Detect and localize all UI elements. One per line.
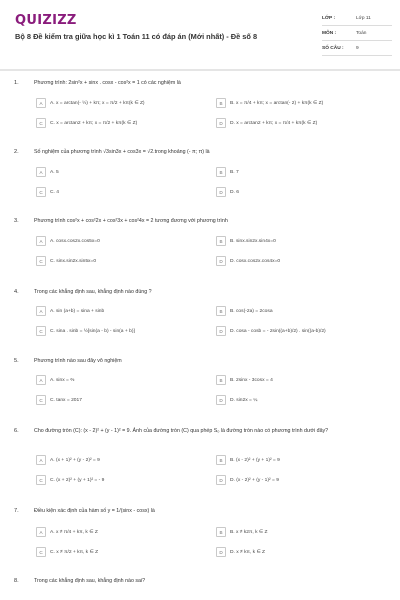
answer-option-d[interactable] [216,475,279,485]
option-letter-box[interactable]: D [216,395,226,405]
answer-option-c[interactable] [36,187,59,197]
option-text: D. sin2x = ¼ [230,397,258,403]
info-label: MÔN : [322,30,337,36]
option-text: B. cos(-2a) = 2cosa [230,308,273,314]
answer-option-d[interactable] [216,256,280,266]
question-text: Phương trình cos²x + cos²2x + cos²3x + cos²4x = 2 tương đương với phương trình [34,218,228,224]
answer-option-a[interactable] [36,167,59,177]
info-label: LỚP : [322,15,336,21]
option-text: D. (x - 2)² + (y - 1)² = 9 [230,477,279,483]
option-letter-box[interactable]: A [36,167,46,177]
option-letter-box[interactable]: A [36,306,46,316]
answer-option-a[interactable] [36,306,104,316]
question-text: Cho đường tròn (C): (x - 2)² + (y - 1)² = 9. Ảnh của đường tròn (C) qua phép Sₒ là đường tròn nào có phương trình dưới đây? [34,428,329,434]
option-letter-box[interactable]: C [36,395,46,405]
option-text: C. x ≠ π/2 + kπ, k ∈ Z [50,550,99,555]
option-text: A. (x + 1)² + (y - 2)² = 9 [50,457,100,463]
question-number: 2. [14,149,19,155]
option-letter-box[interactable]: A [36,527,46,537]
answer-option-b[interactable] [216,236,276,246]
question-text: Phương trình: 2sin²x + sinx . cosx - cos²x = 1 có các nghiệm là [34,80,181,86]
option-letter-box[interactable]: A [36,236,46,246]
question-text: Số nghiệm của phương trình √3sin3x + cos3x = √2.trong khoảng (- π; π) là [34,149,210,155]
question-number: 6. [14,428,19,434]
answer-option-b[interactable] [216,527,268,537]
answer-option-a[interactable] [36,236,100,246]
info-row-class [322,11,392,26]
question-number: 8. [14,578,19,584]
answer-option-b[interactable] [216,455,280,465]
document-title: Bộ 8 Đề kiểm tra giữa học kì 1 Toán 11 có đáp án (Mới nhất) - Đề số 8 [15,32,258,41]
option-letter-box[interactable]: C [36,187,46,197]
quizizz-logo: QUIZIZZ [15,13,77,28]
option-letter-box[interactable]: D [216,118,226,128]
answer-option-d[interactable] [216,118,317,128]
option-letter-box[interactable]: B [216,306,226,316]
option-text: B. 2sinx - 3cosx = 4 [230,377,273,383]
option-letter-box[interactable]: C [36,547,46,557]
answer-option-b[interactable] [216,306,273,316]
answer-option-b[interactable] [216,167,239,177]
option-text: A. sinx = ⅔ [50,377,75,383]
info-value: Toán [356,30,367,36]
option-letter-box[interactable]: D [216,256,226,266]
option-text: D. cosx.cos2x.cos4x=0 [230,258,281,264]
question-number: 4. [14,289,19,295]
info-row-count [322,41,392,56]
option-letter-box[interactable]: B [216,98,226,108]
answer-option-a[interactable] [36,455,100,465]
option-text: A. x = arctan(- ½) + kπ; x = π/2 + kπ(k ∈ Z) [50,101,145,106]
option-letter-box[interactable]: D [216,475,226,485]
option-text: D. x ≠ kπ, k ∈ Z [230,550,266,555]
option-text: C. (x + 2)² + (y + 1)² = - 9 [50,477,105,483]
answer-option-c[interactable] [36,256,96,266]
option-text: A. x ≠ π/4 + kπ, k ∈ Z [50,530,98,535]
answer-option-a[interactable] [36,527,98,537]
info-value: Lớp 11 [356,15,371,21]
option-text: C. sina . sinb = ½[sin(a - b) - sin(a + b)] [50,328,135,334]
answer-option-d[interactable] [216,395,257,405]
question-number: 1. [14,80,19,86]
option-letter-box[interactable]: B [216,527,226,537]
option-letter-box[interactable]: C [36,118,46,128]
question-text: Điều kiện xác định của hàm số y = 1/(sinx - cosx) là [34,508,155,514]
answer-option-c[interactable] [36,547,98,557]
answer-option-c[interactable] [36,326,135,336]
worksheet-header [0,0,400,66]
info-row-subject [322,26,392,41]
answer-option-a[interactable] [36,98,145,108]
option-text: A. cosx.cos2x.cos5x=0 [50,238,100,244]
option-letter-box[interactable]: C [36,256,46,266]
option-letter-box[interactable]: D [216,326,226,336]
question-text: Phương trình nào sau đây vô nghiệm [34,358,122,364]
answer-option-d[interactable] [216,187,239,197]
option-text: B. x = π/4 + kπ; x = arctan(- 2) + kπ(k ∈ Z) [230,101,324,106]
option-text: C. x = arctan2 + kπ; x = π/2 + kπ(k ∈ Z) [50,121,138,126]
answer-option-c[interactable] [36,118,137,128]
info-label: SỐ CÂU : [322,45,344,51]
answer-option-c[interactable] [36,475,104,485]
option-letter-box[interactable]: B [216,236,226,246]
answer-option-d[interactable] [216,547,265,557]
option-letter-box[interactable]: A [36,455,46,465]
option-text: C. tanx = 2017 [50,397,82,403]
option-text: B. (x - 2)² + (y + 1)² = 9 [230,457,280,463]
option-letter-box[interactable]: D [216,187,226,197]
answer-option-b[interactable] [216,375,273,385]
question-text: Trong các khẳng định sau, khẳng định nào sai? [34,578,146,584]
option-text: B. x ≠ k2π, k ∈ Z [230,530,268,535]
option-text: A. sin (a+b) = sina + sinb [50,308,105,314]
question-number: 5. [14,358,19,364]
option-text: D. cosa - cosb = - 2sin((a+b)/2) . sin((a-b)/2) [230,328,326,334]
option-letter-box[interactable]: D [216,547,226,557]
option-letter-box[interactable]: A [36,375,46,385]
question-text: Trong các khẳng định sau, khẳng định nào đúng ? [34,289,152,295]
option-text: D. x = arctan2 + kπ; x = π/4 + kπ(k ∈ Z) [230,121,318,126]
option-letter-box[interactable]: B [216,455,226,465]
option-text: C. 4 [50,189,59,195]
answer-option-a[interactable] [36,375,74,385]
question-number: 3. [14,218,19,224]
answer-option-c[interactable] [36,395,82,405]
option-text: B. 7 [230,169,239,175]
info-value: 9 [356,45,359,51]
option-letter-box[interactable]: A [36,98,46,108]
option-letter-box[interactable]: B [216,167,226,177]
info-table [322,11,392,56]
option-text: A. 5 [50,169,59,175]
answer-option-d[interactable] [216,326,326,336]
option-text: C. sinx.sin2x.sin5x=0 [50,258,97,264]
question-number: 7. [14,508,19,514]
header-divider [0,69,400,71]
option-text: D. 6 [230,189,239,195]
option-letter-box[interactable]: B [216,375,226,385]
answer-option-b[interactable] [216,98,323,108]
option-text: B. sinx.sin2x.sin4x=0 [230,238,276,244]
option-letter-box[interactable]: C [36,475,46,485]
option-letter-box[interactable]: C [36,326,46,336]
